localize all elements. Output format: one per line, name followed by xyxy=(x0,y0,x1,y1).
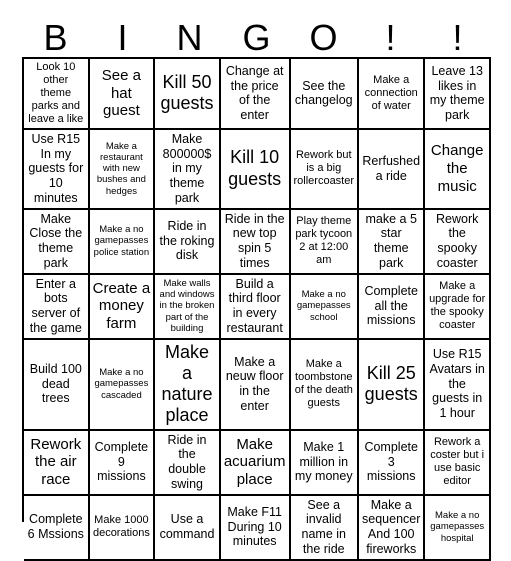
bingo-cell[interactable] xyxy=(90,59,156,130)
bingo-cell[interactable] xyxy=(221,496,291,561)
bingo-cell[interactable] xyxy=(155,431,221,496)
header-letter: ! xyxy=(385,17,396,58)
bingo-cell[interactable] xyxy=(24,431,90,496)
bingo-cell[interactable] xyxy=(359,59,425,130)
bingo-cell[interactable] xyxy=(221,340,291,431)
header-letter: B xyxy=(43,17,68,58)
bingo-cell[interactable] xyxy=(90,275,156,340)
bingo-cell[interactable] xyxy=(90,210,156,275)
header-letter: I xyxy=(117,17,128,58)
bingo-cell[interactable] xyxy=(359,275,425,340)
bingo-cell-text: Look 10 other theme parks and leave a like xyxy=(28,61,84,125)
bingo-cell[interactable] xyxy=(359,340,425,431)
bingo-cell-text: Rework a coster but i use basic editor xyxy=(430,436,485,487)
bingo-cell-text: Enter a bots server of the game xyxy=(29,276,82,335)
bingo-cell-text: Make 1000 decorations xyxy=(92,514,150,540)
bingo-cell[interactable] xyxy=(291,496,360,561)
bingo-cell[interactable] xyxy=(90,340,156,431)
bingo-cell[interactable] xyxy=(24,340,90,431)
bingo-cell[interactable] xyxy=(425,210,491,275)
bingo-cell[interactable] xyxy=(221,431,291,496)
bingo-cell-text: Make a neuw floor in the enter xyxy=(225,354,284,413)
bingo-cell[interactable] xyxy=(24,130,90,210)
bingo-cell-text: Make a nature place xyxy=(161,341,213,426)
bingo-cell-text: make a 5 star theme park xyxy=(365,211,417,270)
bingo-cell[interactable] xyxy=(221,59,291,130)
bingo-cell-text: Kill 10 guests xyxy=(228,147,282,189)
bingo-cell-text: Complete 6 Mssions xyxy=(27,512,84,542)
bingo-cell-text: Use a command xyxy=(159,512,215,542)
bingo-cell[interactable] xyxy=(90,130,156,210)
bingo-cell[interactable] xyxy=(359,496,425,561)
bingo-cell[interactable] xyxy=(24,496,90,561)
bingo-cell-text: Make a no gamepasses hospital xyxy=(430,510,485,544)
bingo-cell-text: Rework the air race xyxy=(30,435,82,488)
bingo-cell-text: Make acuarium place xyxy=(223,435,286,488)
bingo-cell-text: Make a sequencer And 100 fireworks xyxy=(362,497,421,556)
bingo-cell[interactable] xyxy=(155,210,221,275)
bingo-cell[interactable] xyxy=(155,275,221,340)
bingo-cell[interactable] xyxy=(359,210,425,275)
bingo-cell[interactable] xyxy=(221,210,291,275)
bingo-cell-text: Make a upgrade for the spooky coaster xyxy=(429,280,486,332)
bingo-cell-text: Ride in the roking disk xyxy=(159,218,215,263)
header-letter: O xyxy=(309,17,338,58)
bingo-cell-text: Change at the price of the enter xyxy=(225,63,284,123)
bingo-cell-text: Make a restaurant with new bushes and hedges xyxy=(96,140,146,197)
bingo-cell-text: See a invalid name in the ride xyxy=(301,497,346,556)
bingo-cell-text: Complete 9 missions xyxy=(94,439,149,484)
header-letter: ! xyxy=(452,17,463,58)
bingo-cell[interactable] xyxy=(24,210,90,275)
bingo-cell[interactable] xyxy=(425,130,491,210)
bingo-cell[interactable] xyxy=(291,275,360,340)
bingo-cell[interactable] xyxy=(221,275,291,340)
bingo-cell[interactable] xyxy=(90,431,156,496)
bingo-cell[interactable] xyxy=(291,210,360,275)
bingo-cell[interactable] xyxy=(425,340,491,431)
bingo-cell-text: Make Close the theme park xyxy=(29,211,83,270)
bingo-cell-text: Make walls and windows in the broken part of the building xyxy=(159,278,215,334)
bingo-cell-text: Complete 3 missions xyxy=(364,439,418,484)
bingo-cell[interactable] xyxy=(291,431,360,496)
bingo-cell-text: Rework but is a big rollercoaster xyxy=(293,149,355,188)
bingo-cell[interactable] xyxy=(221,130,291,210)
bingo-cell-text: Create a money farm xyxy=(92,279,151,332)
bingo-cell-text: Play theme park tycoon 2 at 12:00 am xyxy=(295,215,353,267)
bingo-cell-text: Make a connection of water xyxy=(364,73,418,112)
bingo-cell-text: Make a toombstone of the death guests xyxy=(294,358,353,410)
bingo-cell-text: Rework the spooky coaster xyxy=(436,211,479,270)
bingo-cell[interactable] xyxy=(155,496,221,561)
bingo-cell[interactable] xyxy=(291,59,360,130)
bingo-cell[interactable] xyxy=(291,340,360,431)
bingo-cell-text: Use R15 In my guests for 10 minutes xyxy=(28,131,84,205)
bingo-cell[interactable] xyxy=(425,275,491,340)
bingo-grid xyxy=(22,57,491,556)
bingo-cell-text: See a hat guest xyxy=(101,66,141,120)
bingo-cell[interactable] xyxy=(425,496,491,561)
bingo-cell[interactable] xyxy=(359,130,425,210)
bingo-cell[interactable] xyxy=(359,431,425,496)
bingo-cell-text: See the changelog xyxy=(294,78,353,108)
bingo-cell-text: Change the music xyxy=(430,142,484,195)
bingo-header xyxy=(22,18,491,58)
bingo-cell-text: Leave 13 likes in my theme park xyxy=(429,63,485,123)
bingo-cell[interactable] xyxy=(24,275,90,340)
header-letter: N xyxy=(176,17,203,58)
bingo-cell-text: Make 800000$ in my theme park xyxy=(162,131,212,205)
bingo-cell-text: Make a no gamepasses cascaded xyxy=(94,367,149,401)
bingo-cell-text: Make F11 During 10 minutes xyxy=(227,504,282,549)
bingo-cell-text: Ride in the new top spin 5 times xyxy=(224,211,285,270)
bingo-cell[interactable] xyxy=(155,130,221,210)
bingo-cell-text: Complete all the missions xyxy=(364,283,418,328)
bingo-cell[interactable] xyxy=(425,59,491,130)
bingo-cell-text: Make a no gamepasses police station xyxy=(93,224,150,258)
bingo-cell-text: Kill 25 guests xyxy=(364,362,418,405)
bingo-cell-text: Kill 50 guests xyxy=(160,72,214,114)
bingo-cell-text: Make a no gamepasses school xyxy=(296,289,351,323)
bingo-cell-text: Use R15 Avatars in the guests in 1 hour xyxy=(429,347,485,421)
bingo-cell-text: Build 100 dead trees xyxy=(29,361,82,406)
bingo-cell[interactable] xyxy=(425,431,491,496)
bingo-cell-text: Ride in the double swing xyxy=(167,432,207,491)
bingo-cell[interactable] xyxy=(291,130,360,210)
bingo-cell-text: Make 1 million in my money xyxy=(294,439,353,484)
bingo-cell[interactable] xyxy=(90,496,156,561)
bingo-cell-text: Build a third floor in every restaurant xyxy=(226,276,283,335)
bingo-cell-text: Rerfushed a ride xyxy=(362,153,421,183)
header-letter: G xyxy=(242,17,271,58)
bingo-cell[interactable] xyxy=(155,340,221,431)
bingo-cell[interactable] xyxy=(24,59,90,130)
bingo-cell[interactable] xyxy=(155,59,221,130)
